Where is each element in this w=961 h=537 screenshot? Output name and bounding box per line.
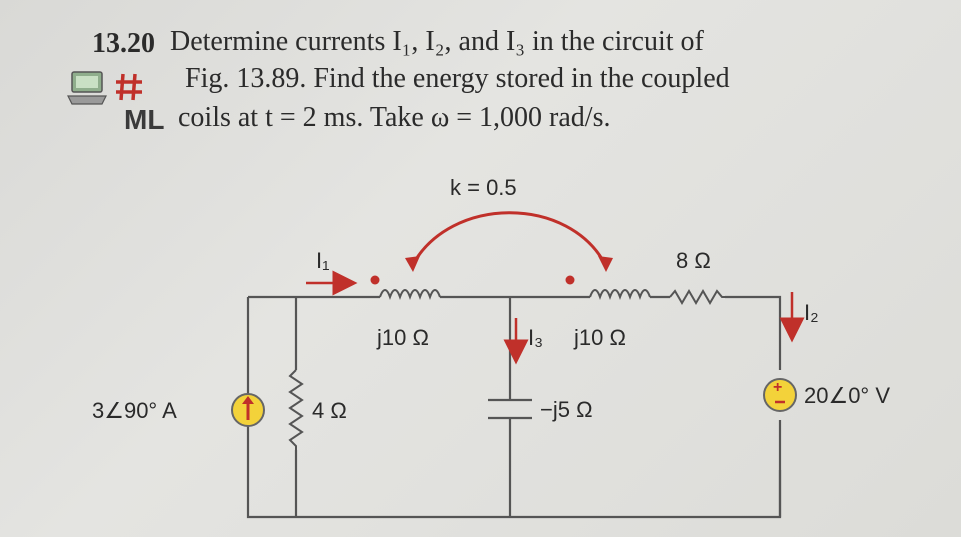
coupling-arrow bbox=[412, 213, 606, 266]
resistor-4-label: 4 Ω bbox=[312, 398, 347, 423]
voltage-source bbox=[764, 379, 796, 411]
inductor-right-label: j10 Ω bbox=[574, 325, 626, 350]
problem-statement bbox=[0, 0, 961, 150]
dot-left bbox=[371, 276, 380, 285]
source-current-label: 3∠90° A bbox=[92, 398, 177, 423]
capacitor bbox=[488, 400, 532, 418]
current-source bbox=[232, 394, 264, 426]
capacitor-label: −j5 Ω bbox=[540, 397, 593, 422]
computer-icon bbox=[66, 70, 110, 113]
svg-text:+: + bbox=[773, 379, 783, 396]
problem-line-2: Fig. 13.89. Find the energy stored in the coupled bbox=[185, 63, 730, 94]
i3-label: I₃ bbox=[528, 325, 544, 350]
problem-number: 13.20 bbox=[92, 28, 155, 59]
i1-label: I₁ bbox=[316, 248, 330, 273]
inductor-right bbox=[590, 290, 650, 297]
dot-right bbox=[566, 276, 575, 285]
i2-label: I₂ bbox=[804, 300, 819, 325]
problem-line-3: coils at t = 2 ms. Take ω = 1,000 rad/s. bbox=[178, 102, 611, 133]
grid-icon bbox=[114, 72, 144, 107]
problem-line-1: Determine currents I₁, I₂, and I₃ in the circuit of bbox=[170, 26, 704, 57]
circuit-diagram bbox=[0, 150, 961, 537]
inductor-left-label: j10 Ω bbox=[377, 325, 429, 350]
source-voltage-label: 20∠0° V bbox=[804, 383, 891, 408]
resistor-4-ohm bbox=[290, 370, 302, 450]
ml-badge: ML bbox=[124, 104, 165, 135]
resistor-8-label: 8 Ω bbox=[676, 248, 711, 273]
resistor-8-ohm bbox=[670, 291, 725, 303]
inductor-left bbox=[380, 290, 440, 297]
k-label: k = 0.5 bbox=[450, 175, 517, 200]
